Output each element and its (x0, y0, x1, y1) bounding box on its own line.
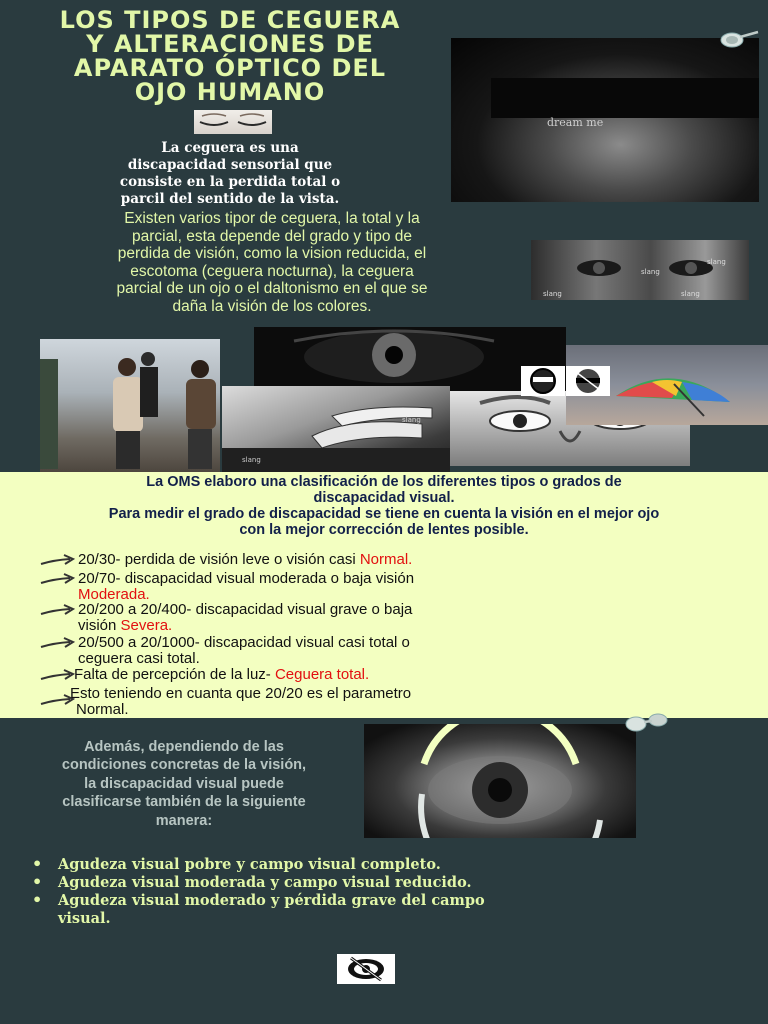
grade-highlight: Ceguera total. (274, 666, 370, 683)
oms-line: La OMS elaboro una clasificación de los diferentes tipos o grados de (146, 474, 622, 490)
photo-caption: dream me (547, 116, 604, 129)
types-text (22, 210, 522, 316)
pushpin-icon (716, 28, 760, 50)
photo-caption: slang (402, 416, 421, 424)
arrow-right-icon (40, 669, 76, 683)
street-people-photo (40, 339, 220, 472)
classification-list (30, 856, 710, 928)
braille-hands-photo (222, 386, 450, 474)
blindfolded-man-photo (451, 38, 759, 202)
blind-face-icon (566, 366, 610, 396)
iris-photo (364, 724, 636, 838)
title-line: OJO HUMANO (134, 78, 326, 106)
intro-line: consiste en la perdida total o (119, 174, 341, 190)
face-cartoon-icon (521, 366, 565, 396)
grade-text-2: Normal. (76, 701, 129, 718)
grade-text: 20/30- perdida de visión leve o visión casi (78, 551, 360, 568)
eye-slash-icon (337, 954, 395, 984)
desc-line: manera: (155, 812, 213, 829)
list-item-text: Agudeza visual moderada y campo visual reducido. (58, 874, 472, 891)
photo-caption: slang (242, 456, 261, 464)
desc-line: Además, dependiendo de las (84, 739, 284, 755)
arrow-right-icon (40, 637, 76, 651)
title-line: Y ALTERACIONES DE (86, 30, 374, 58)
types-line: parcial de un ojo o el daltonismo en el que se (116, 280, 428, 298)
closed-eyes-photo (194, 110, 272, 134)
oms-line: Para medir el grado de discapacidad se tiene en cuenta la visión en el mejor ojo (108, 506, 660, 522)
oms-panel (0, 472, 768, 718)
grade-text: 20/70- discapacidad visual moderada o baja visión (78, 570, 415, 587)
intro-line: discapacidad sensorial que (127, 157, 333, 173)
intro-line: La ceguera es una (161, 140, 299, 156)
grade-highlight: Severa. (120, 617, 173, 634)
grade-highlight: Moderada. (78, 586, 150, 603)
pushpin-icon (622, 712, 670, 734)
censor-bar (491, 78, 759, 118)
desc-line: condiciones concretas de la visión, (61, 757, 307, 774)
eyes-strip-photo (531, 240, 749, 300)
oms-line: discapacidad visual. (313, 490, 455, 506)
title-line: LOS TIPOS DE CEGUERA (59, 6, 401, 34)
oms-heading (8, 474, 760, 538)
list-item (30, 892, 710, 928)
grade-text-2: visión (78, 617, 121, 634)
arrow-right-icon (40, 604, 76, 618)
arrow-right-icon (40, 573, 76, 587)
list-item (30, 856, 710, 874)
grade-text: Esto teniendo en cuanta que 20/20 es el parametro (70, 685, 412, 702)
list-item-text-2: visual. (58, 910, 111, 927)
intro-text (85, 140, 375, 208)
types-line: parcial, esta depende del grado y tipo de (131, 227, 413, 245)
list-item-text: Agudeza visual pobre y campo visual completo. (58, 856, 441, 873)
photo-caption: slang (641, 268, 660, 276)
title-line: APARATO ÓPTICO DEL (73, 54, 387, 82)
types-line: Existen varios tipor de ceguera, la total y la (124, 210, 420, 227)
grade-text: 20/500 a 20/1000- discapacidad visual casi total o (78, 634, 410, 651)
umbrella-icon (612, 372, 738, 418)
desc-line: la discapacidad visual puede (84, 775, 284, 792)
oms-line: con la mejor corrección de lentes posible. (239, 522, 529, 538)
intro-line: parcil del sentido de la vista. (120, 191, 340, 207)
desc-line: clasificarse también de la siguiente (62, 794, 306, 811)
grade-highlight: Normal. (359, 551, 413, 568)
page-title (10, 8, 450, 104)
arrow-right-icon (40, 554, 76, 568)
list-item (30, 874, 710, 892)
grade-text: Falta de percepción de la luz- (74, 666, 275, 683)
types-line: escotoma (ceguera nocturna), la ceguera (130, 262, 414, 280)
grade-text: 20/200 a 20/400- discapacidad visual grave o baja (78, 601, 413, 618)
types-line: perdida de visión, como la vision reducida, el (117, 245, 427, 263)
list-item-text: • Agudeza visual moderado y pérdida grave del campo (58, 892, 485, 909)
photo-caption: slang (543, 290, 562, 298)
photo-caption: slang (681, 290, 700, 298)
photo-caption: slang (707, 258, 726, 266)
types-line: daña la visión de los colores. (172, 297, 372, 315)
grade-text-2: ceguera casi total. (78, 650, 200, 667)
classification-intro (20, 738, 348, 830)
